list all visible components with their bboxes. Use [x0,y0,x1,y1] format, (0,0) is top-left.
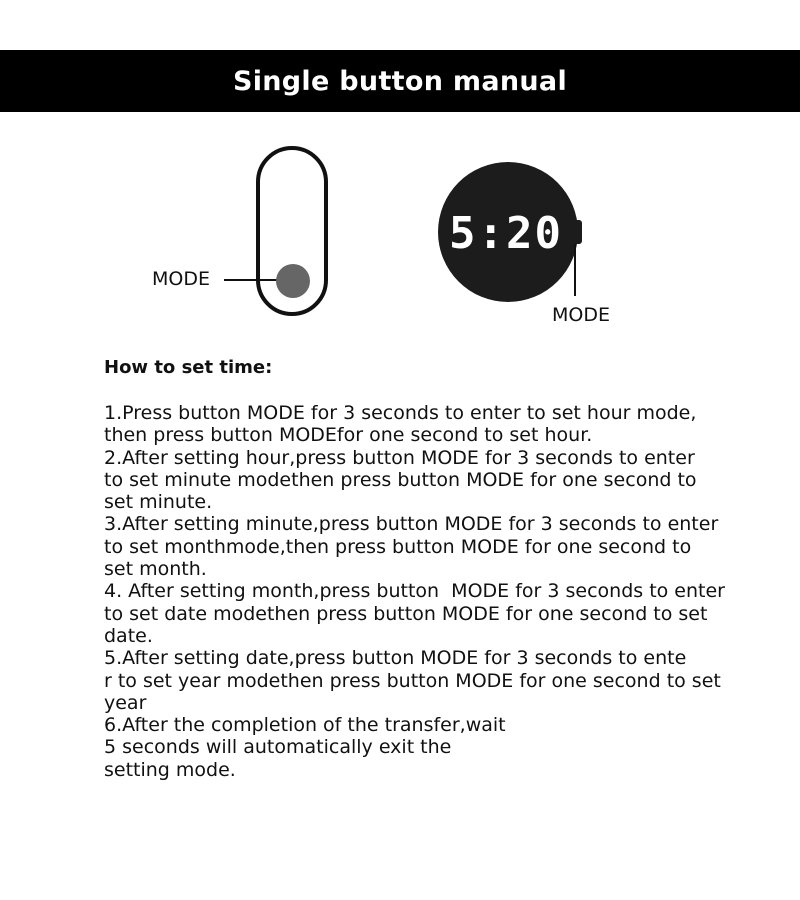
instruction-line: 2.After setting hour,press button MODE for 3 seconds to enter [104,446,695,469]
instruction-line: 5.After setting date,press button MODE for 3 seconds to ente [104,647,687,670]
instruction-line: 3.After setting minute,press button MODE for 3 seconds to enter [104,513,719,536]
section-heading: How to set time: [104,357,273,378]
instruction-line: then press button MODEfor one second to set hour. [104,424,593,447]
instruction-line: to set minute modethen press button MODE for one second to [104,468,697,491]
instruction-line: set month. [104,558,207,581]
band-mode-label: MODE [152,268,210,290]
instruction-line: set minute. [104,491,213,514]
page-title: Single button manual [232,65,568,97]
instruction-line: to set date modethen press button MODE for one second to set [104,602,708,625]
watch-display-time: 5:20 [449,208,563,259]
diagram-graphics [0,130,800,340]
instructions-text [104,402,764,781]
instruction-line: r to set year modethen press button MODE for one second to set [104,669,721,692]
watch-mode-label: MODE [552,304,610,326]
band-button-icon [276,264,310,298]
instruction-line: 6.After the completion of the transfer,wait [104,714,506,737]
instruction-line: setting mode. [104,758,236,781]
instruction-line: 1.Press button MODE for 3 seconds to enter to set hour mode, [104,402,697,424]
instruction-line: 5 seconds will automatically exit the [104,736,452,759]
header-bar [0,50,800,112]
instruction-line: date. [104,624,153,647]
watch-crown-icon [568,220,582,244]
instruction-line: to set monthmode,then press button MODE for one second to [104,535,692,558]
instruction-line: 4. After setting month,press button MODE for 3 seconds to enter [104,580,725,603]
button-diagram [0,130,800,340]
instruction-line: year [104,691,147,714]
